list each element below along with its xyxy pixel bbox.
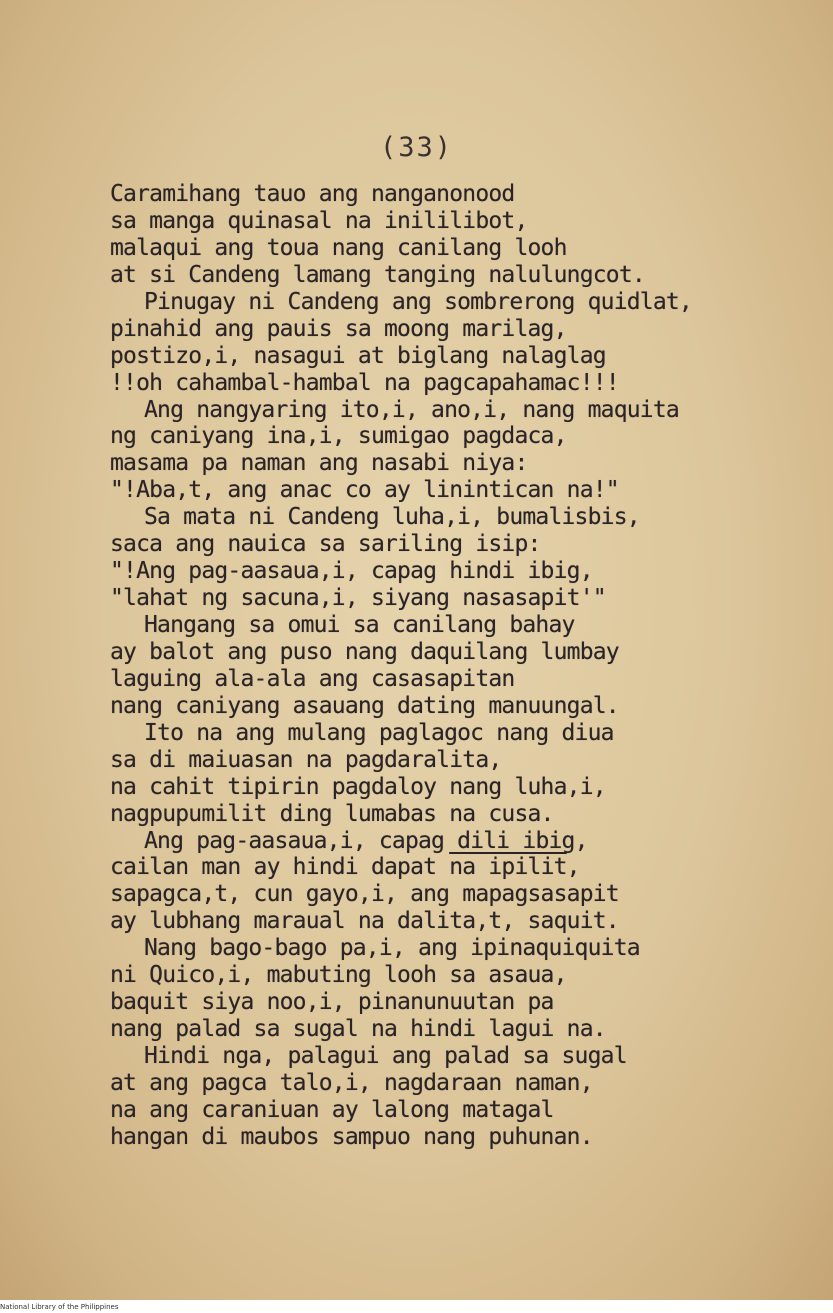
poem-line: malaqui ang toua nang canilang looh (110, 234, 567, 261)
poem-line: sa manga quinasal na inililibot, (110, 207, 528, 234)
poem-line: na ang caraniuan ay lalong matagal (110, 1096, 554, 1123)
footer-credit: National Library of the Philippines (0, 1303, 119, 1311)
poem-line: "!Ang pag-aasaua,i, capag hindi ibig, (110, 558, 593, 585)
text-segment: ibig, (509, 827, 588, 854)
poem-line: sapagca,t, cun gayo,i, ang mapagsasapit (110, 881, 619, 908)
text-segment: Ang pag-aasaua,i, capag (144, 827, 458, 854)
poem-line: at si Candeng lamang tanging nalulungcot. (110, 261, 645, 288)
poem-line-underlined (110, 828, 830, 855)
poem-line: na cahit tipirin pagdaloy nang luha,i, (110, 773, 606, 800)
poem-line: ni Quico,i, mabuting looh sa asaua, (110, 962, 567, 989)
poem-line: at ang pagca talo,i, nagdaraan naman, (110, 1069, 593, 1096)
poem-line: postizo,i, nasagui at biglang nalaglag (110, 342, 606, 369)
poem-line: Hangang sa omui sa canilang bahay (144, 612, 575, 638)
poem-line: pinahid ang pauis sa moong marilag, (110, 315, 567, 342)
poem-line: Ito na ang mulang paglagoc nang diua (144, 719, 614, 746)
poem-line: Hindi nga, palagui ang palad sa sugal (144, 1043, 627, 1069)
overlined-words: na ipilit (449, 854, 567, 881)
poem-line: nagpupumilit ding lumabas na cusa. (110, 800, 554, 827)
poem-line: Sa mata ni Candeng luha,i, bumalisbis, (144, 504, 640, 531)
poem-line: sa di maiuasan na pagdaralita, (110, 746, 502, 773)
page-number: (33) (379, 132, 454, 163)
poem-line: ay balot ang puso nang daquilang lumbay (110, 638, 619, 665)
poem-line: Pinugay ni Candeng ang sombrerong quidlat, (144, 288, 692, 315)
poem-line: !!oh cahambal-hambal na pagcapahamac!!! (110, 369, 619, 396)
poem-line: ay lubhang maraual na dalita,t, saquit. (110, 908, 619, 935)
poem-line: "lahat ng sacuna,i, siyang nasasapit'" (110, 585, 606, 612)
text-segment: , (566, 854, 580, 881)
poem-line: "!Aba,t, ang anac co ay linintican na!" (110, 477, 619, 504)
poem-line: ng caniyang ina,i, sumigao pagdaca, (110, 423, 567, 450)
poem-line: baquit siya noo,i, pinanunuutan pa (110, 989, 554, 1016)
poem-line: saca ang nauica sa sariling isip: (110, 531, 541, 558)
poem-line: Caramihang tauo ang nanganonood (110, 181, 515, 207)
poem-line: nang palad sa sugal na hindi lagui na. (110, 1016, 606, 1043)
poem-line: Nang bago-bago pa,i, ang ipinaquiquita (144, 935, 640, 962)
poem-line-overlined (110, 854, 830, 881)
poem-line: Ang nangyaring ito,i, ano,i, nang maquita (144, 396, 679, 423)
poem-line: nang caniyang asauang dating manuungal. (110, 692, 619, 719)
poem-line: masama pa naman ang nasabi niya: (110, 450, 528, 477)
poem-line: laguing ala-ala ang casasapitan (110, 665, 515, 692)
text-segment: cailan man ay hindi dapat (110, 854, 450, 881)
poem-body (110, 181, 830, 1151)
poem-line: hangan di maubos sampuo nang puhunan. (110, 1123, 593, 1150)
underlined-word: dili (457, 827, 510, 854)
